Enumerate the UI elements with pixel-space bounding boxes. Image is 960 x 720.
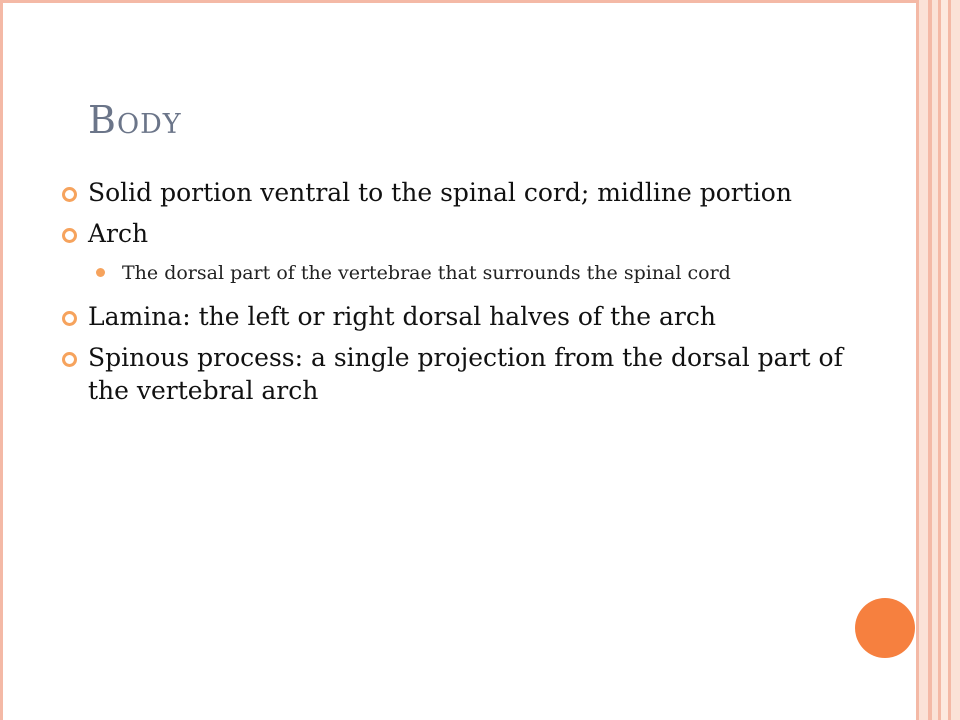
side-band-5 [941, 0, 948, 720]
frame-left-line [0, 0, 3, 720]
bullet-ring-icon [62, 352, 77, 367]
bullet-ring-icon [62, 228, 77, 243]
bullet-text: Arch [88, 219, 149, 248]
title-rest: ODY [116, 109, 182, 140]
bullet-text: Spinous process: a single projection from the dorsal part of the vertebral arch [88, 343, 843, 405]
side-band-7 [951, 0, 960, 720]
bullet-ring-icon [62, 311, 77, 326]
bullet-text: Solid portion ventral to the spinal cord; midline portion [88, 178, 792, 207]
sub-bullet-item-arch [96, 258, 852, 288]
bullet-ring-icon [62, 187, 77, 202]
side-band-1 [919, 0, 928, 720]
frame-top-line [0, 0, 920, 3]
bullet-list [62, 176, 852, 415]
accent-circle-decoration [855, 598, 915, 658]
bullet-text: The dorsal part of the vertebrae that surrounds the spinal cord [122, 262, 731, 284]
title-initial: B [88, 98, 117, 142]
slide-title [88, 98, 182, 142]
bullet-item-spinous [62, 341, 852, 407]
bullet-text: Lamina: the left or right dorsal halves of the arch [88, 302, 716, 331]
bullet-item-lamina [62, 300, 852, 333]
bullet-item-arch [62, 217, 852, 250]
bullet-dot-icon [96, 268, 105, 277]
bullet-item-body [62, 176, 852, 209]
